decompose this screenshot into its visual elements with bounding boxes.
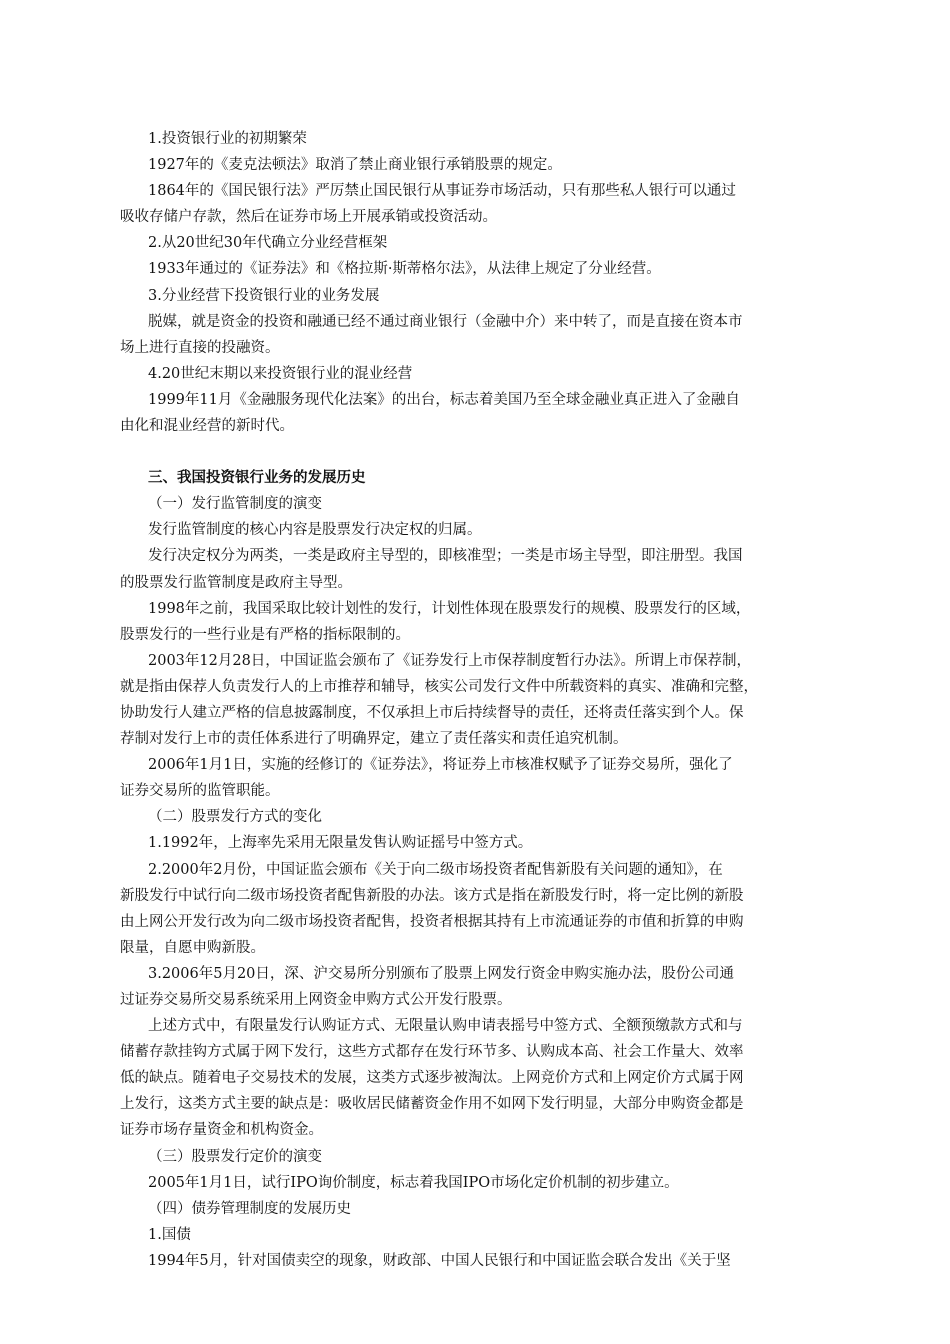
text-line: 的股票发行监管制度是政府主导型。 [120, 574, 352, 591]
text-line: 吸收存储户存款，然后在证券市场上开展承销或投资活动。 [120, 209, 497, 226]
text-line: 2.从20世纪30年代确立分业经营框架 [148, 235, 388, 252]
text-line: （三）股票发行定价的演变 [148, 1148, 322, 1165]
text-line: 由化和混业经营的新时代。 [120, 418, 294, 435]
text-line: 证券市场存量资金和机构资金。 [120, 1122, 323, 1139]
text-line: 1864年的《国民银行法》严厉禁止国民银行从事证券市场活动，只有那些私人银行可以通过 [148, 183, 736, 200]
text-line: 3.分业经营下投资银行业的业务发展 [148, 287, 380, 304]
text-line: 2.2000年2月份，中国证监会颁布《关于向二级市场投资者配售新股有关问题的通知》，在 [148, 861, 723, 878]
text-line: 1998年之前，我国采取比较计划性的发行，计划性体现在股票发行的规模、股票发行的区域， [148, 600, 751, 617]
text-line: （二）股票发行方式的变化 [148, 809, 322, 826]
text-line: 4.20世纪末期以来投资银行业的混业经营 [148, 365, 413, 382]
text-line: 1927年的《麦克法顿法》取消了禁止商业银行承销股票的规定。 [148, 157, 562, 174]
text-line: 上发行，这类方式主要的缺点是：吸收居民储蓄资金作用不如网下发行明显，大部分申购资金都是 [120, 1096, 744, 1113]
text-line: 1.投资银行业的初期繁荣 [148, 131, 307, 147]
section-heading: 三、我国投资银行业务的发展历史 [148, 469, 366, 487]
text-line: 就是指由保荐人负责发行人的上市推荐和辅导，核实公司发行文件中所载资料的真实、准确和完整， [120, 678, 758, 695]
text-line: 2005年1月1日，试行IPO询价制度，标志着我国IPO市场化定价机制的初步建立。 [148, 1174, 679, 1191]
text-line: 1.国债 [148, 1226, 191, 1243]
text-line: 场上进行直接的投融资。 [120, 339, 280, 356]
text-line: 过证券交易所交易系统采用上网资金申购方式公开发行股票。 [120, 992, 512, 1008]
text-line: 上述方式中，有限量发行认购证方式、无限量认购申请表摇号中签方式、全额预缴款方式和与 [148, 1018, 743, 1035]
text-line: 低的缺点。随着电子交易技术的发展，这类方式逐步被淘汰。上网竞价方式和上网定价方式属于网 [120, 1070, 744, 1087]
text-line: 荐制对发行上市的责任体系进行了明确界定，建立了责任落实和责任追究机制。 [120, 731, 628, 748]
text-line: 股票发行的一些行业是有严格的指标限制的。 [120, 626, 410, 643]
text-line: 发行决定权分为两类，一类是政府主导型的，即核准型；一类是市场主导型，即注册型。我国 [148, 548, 743, 565]
text-line: 1999年11月《金融服务现代化法案》的出台，标志着美国乃至全球金融业真正进入了金融自 [148, 391, 740, 408]
text-line: 1994年5月，针对国债卖空的现象，财政部、中国人民银行和中国证监会联合发出《关于坚 [148, 1252, 731, 1269]
document-body [120, 126, 834, 1274]
text-line: 储蓄存款挂钩方式属于网下发行，这些方式都存在发行环节多、认购成本高、社会工作量大、效率 [120, 1044, 744, 1061]
text-line: 脱媒，就是资金的投资和融通已经不通过商业银行（金融中介）来中转了，而是直接在资本市 [148, 313, 743, 330]
text-line: 新股发行中试行向二级市场投资者配售新股的办法。该方式是指在新股发行时，将一定比例的新股 [120, 887, 744, 904]
text-line: 由上网公开发行改为向二级市场投资者配售，投资者根据其持有上市流通证券的市值和折算的申购 [120, 913, 744, 930]
text-line: 协助发行人建立严格的信息披露制度，不仅承担上市后持续督导的责任，还将责任落实到个人。保 [120, 704, 744, 721]
text-line: 发行监管制度的核心内容是股票发行决定权的归属。 [148, 522, 482, 539]
text-line: 1.1992年，上海率先采用无限量发售认购证摇号中签方式。 [148, 835, 533, 852]
text-line: 1933年通过的《证券法》和《格拉斯·斯蒂格尔法》，从法律上规定了分业经营。 [148, 261, 661, 278]
text-line: 限量，自愿申购新股。 [120, 939, 265, 956]
text-line: （一）发行监管制度的演变 [148, 496, 322, 513]
text-line: 2006年1月1日，实施的经修订的《证券法》，将证券上市核准权赋予了证券交易所，强化了 [148, 757, 733, 774]
text-line: 2003年12月28日，中国证监会颁布了《证券发行上市保荐制度暂行办法》。所谓上市保荐制， [148, 652, 752, 669]
text-line: 3.2006年5月20日，深、沪交易所分别颁布了股票上网发行资金申购实施办法，股份公司通 [148, 965, 734, 982]
text-line: 证券交易所的监管职能。 [120, 783, 280, 800]
text-line: （四）债券管理制度的发展历史 [148, 1200, 351, 1217]
